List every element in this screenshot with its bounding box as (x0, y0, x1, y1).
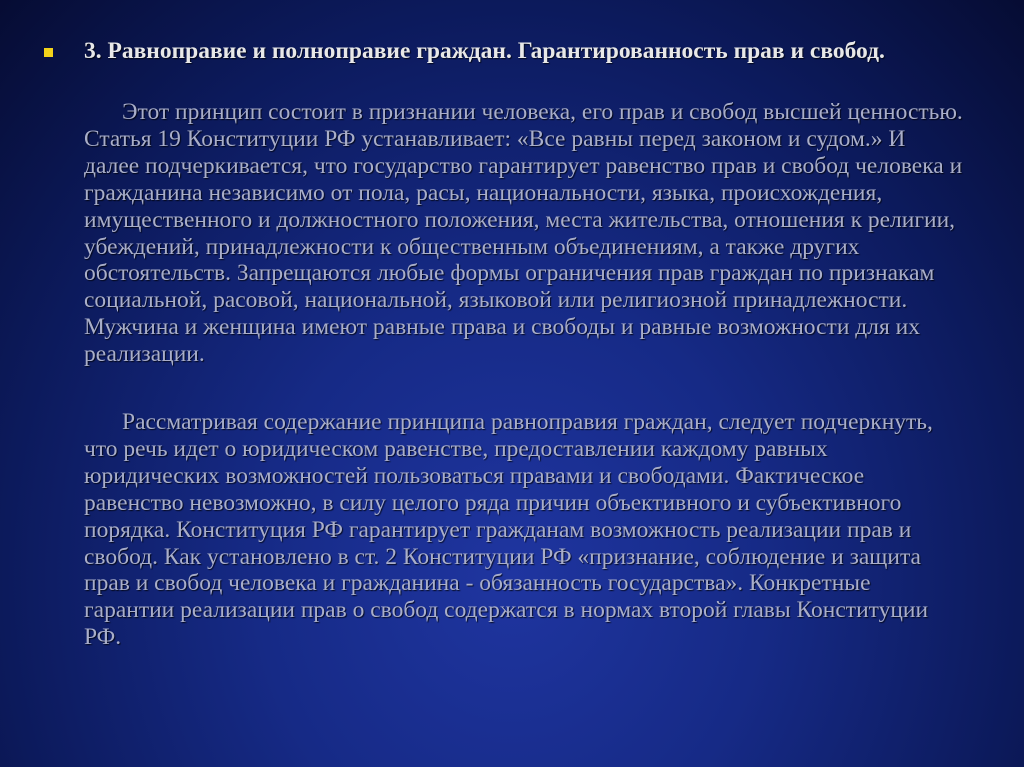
paragraph-2: Рассматривая содержание принципа равноправия граждан, следует подчеркнуть, что речь идет о юридическом равенстве, предоставлении каждому равных юридических возможностей пользоваться правами и свободами. Фактическое равенство невозможно, в силу целого ряда причин объективного и субъективного порядка. Конституция РФ гарантирует гражданам возможность реализации прав и свобод. Как установлено в ст. 2 Конституции РФ «признание, соблюдение и защита прав и свобод человека и гражданина - обязанность государства». Конкретные гарантии реализации прав о свобод содержатся в нормах второй главы Конституции РФ. (84, 409, 933, 651)
bullet-square-icon (44, 48, 53, 57)
slide-heading: 3. Равноправие и полноправие граждан. Гарантированность прав и свобод. (84, 38, 885, 64)
paragraph-1: Этот принцип состоит в признании человека, его прав и свобод высшей ценностью. Статья 19 Конституции РФ устанавливает: «Все равны перед законом и судом.» И далее подчеркивается, что государство гарантирует равенство прав и свобод человека и гражданина независимо от пола, расы, национальности, языка, происхождения, имущественного и должностного положения, места жительства, отношения к религии, убеждений, принадлежности к общественным объединениям, а также других обстоятельств. Запрещаются любые формы ограничения прав граждан по признакам социальной, расовой, национальной, языковой или религиозной принадлежности. Мужчина и женщина имеют равные права и свободы и равные возможности для их реализации. (84, 99, 963, 368)
